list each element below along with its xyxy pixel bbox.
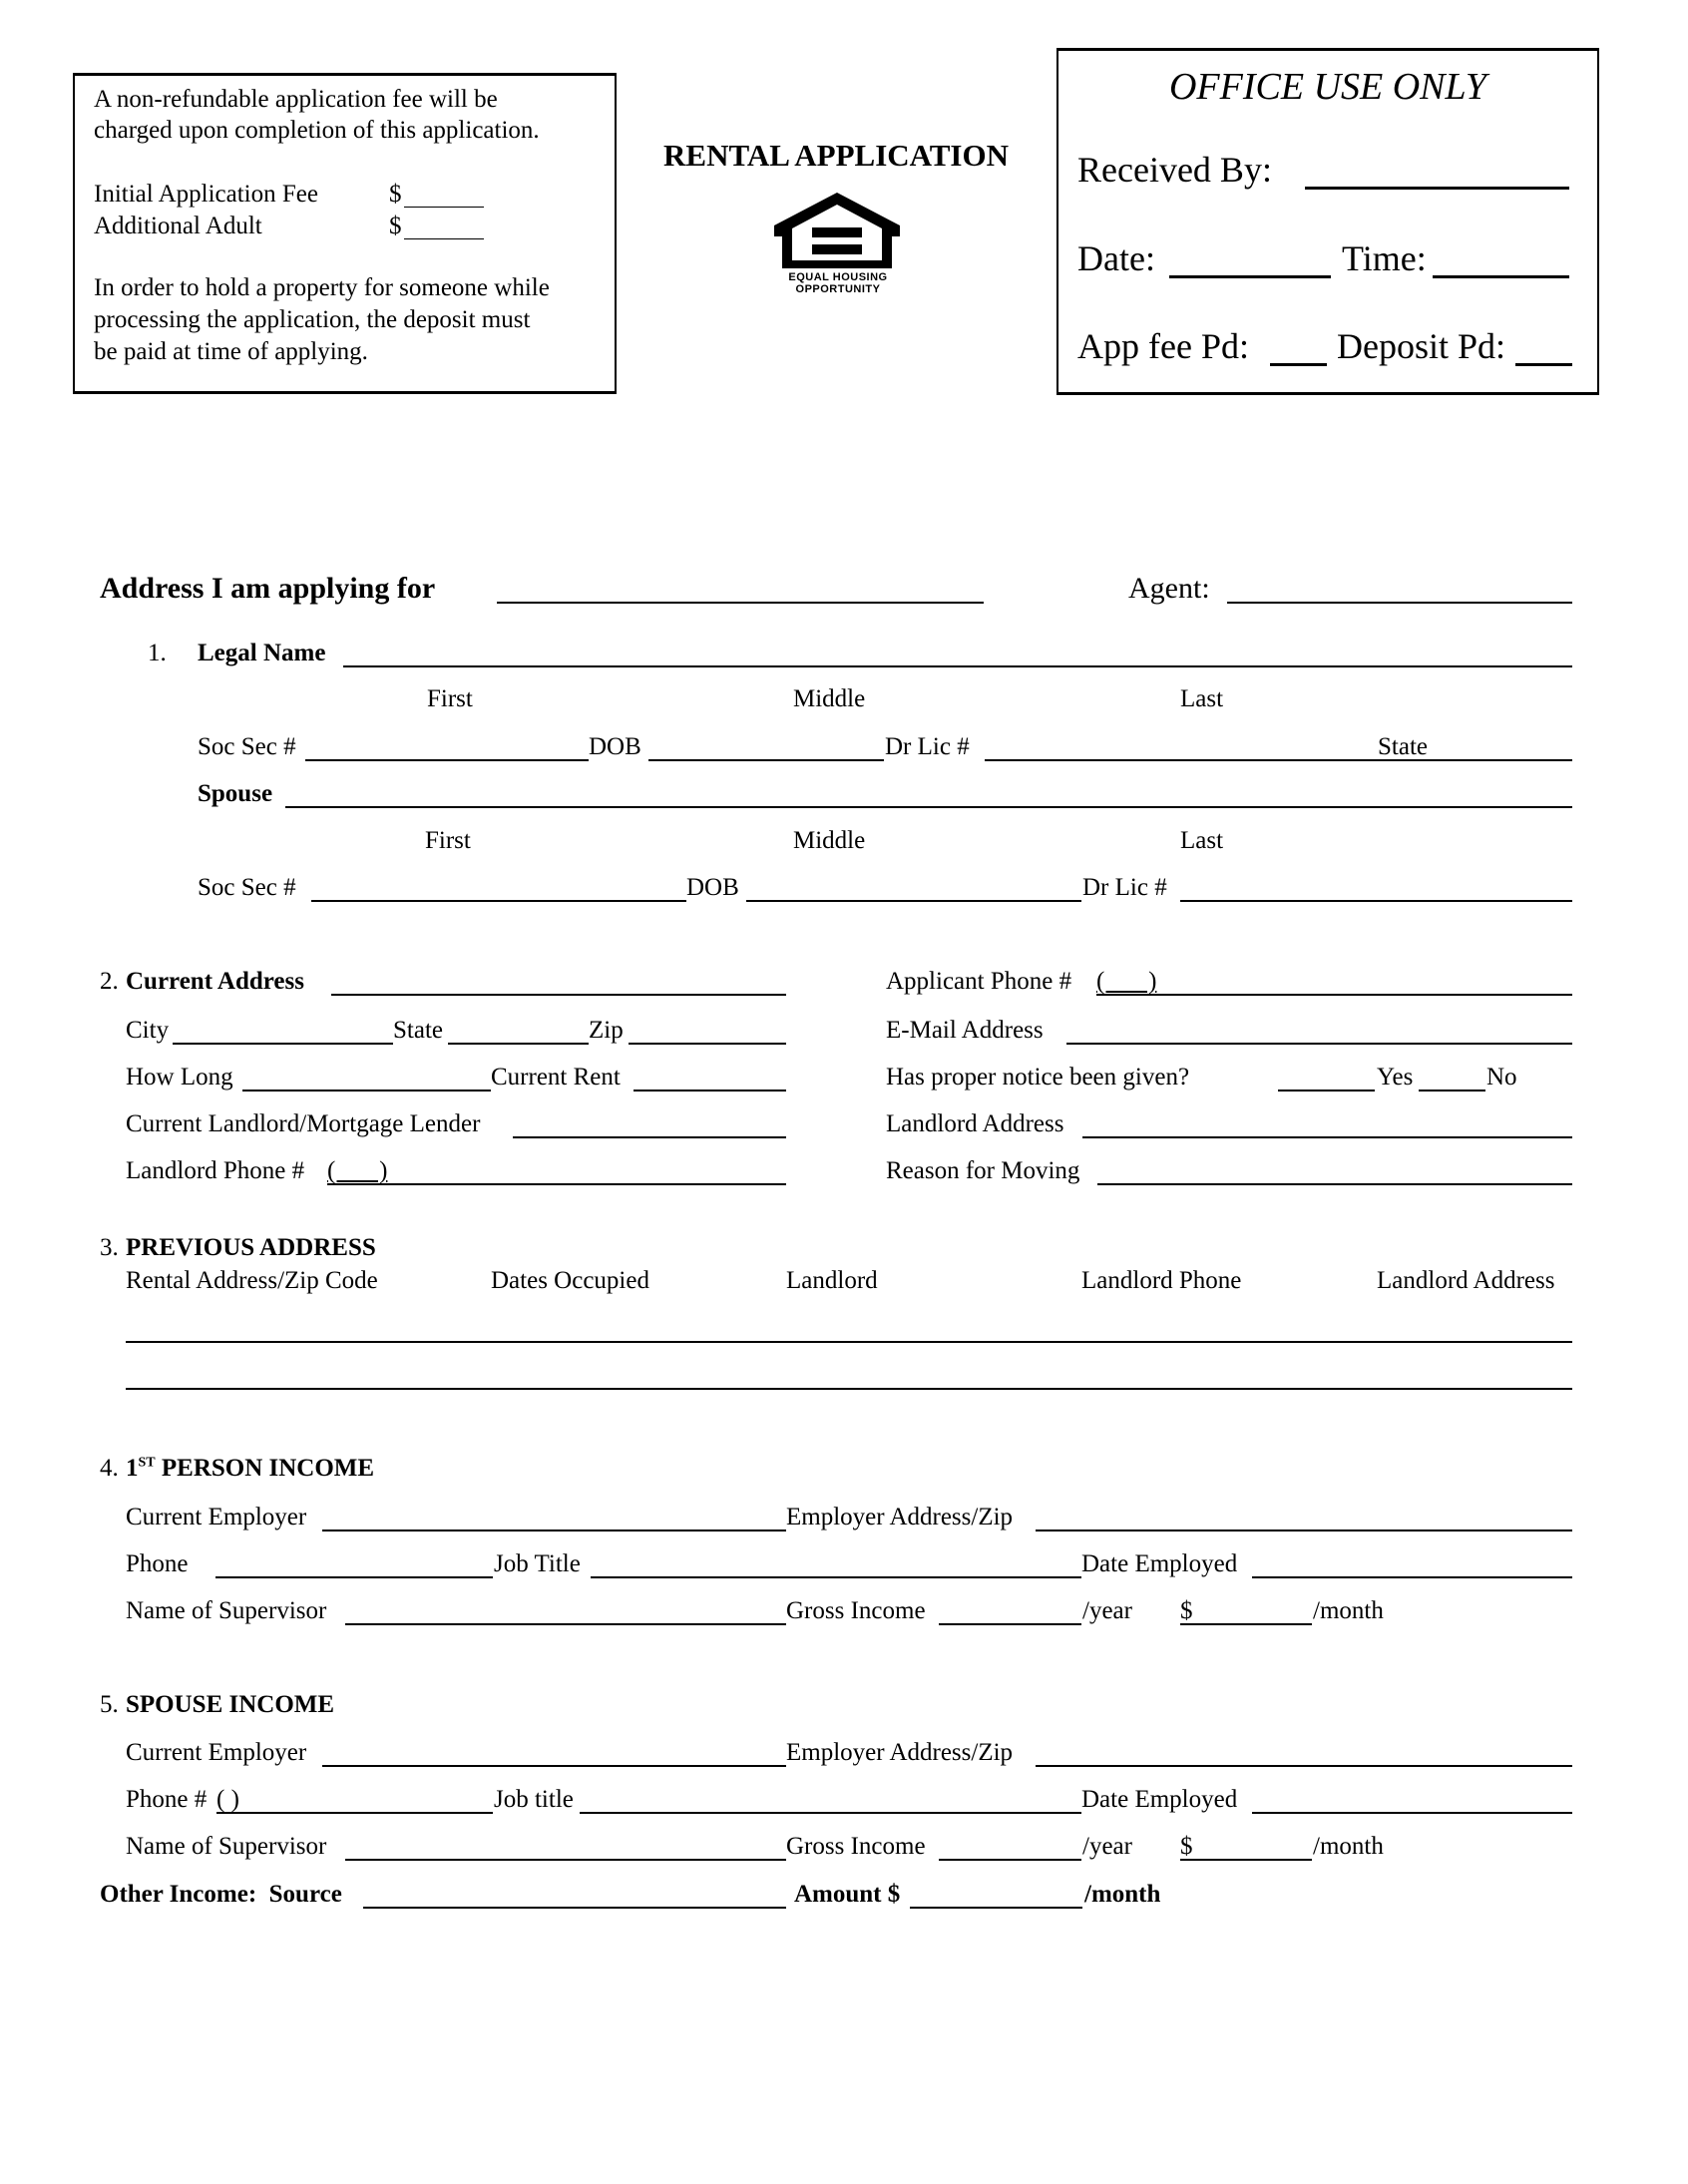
reason-moving-label: Reason for Moving <box>886 1157 1080 1184</box>
current-employer-label: Current Employer <box>126 1504 307 1530</box>
spouse-date-employed-label: Date Employed <box>1081 1786 1238 1813</box>
current-employer-field[interactable] <box>322 1529 786 1531</box>
currency-symbol: $ <box>389 213 402 239</box>
landlord-address-label: Landlord Address <box>886 1110 1064 1137</box>
initial-fee-field[interactable] <box>404 207 484 208</box>
per-year-label: /year <box>1082 1597 1132 1624</box>
spouse-soc-sec-field[interactable] <box>311 900 686 902</box>
time-label: Time: <box>1342 238 1427 278</box>
spouse-job-title-field[interactable] <box>580 1812 1081 1814</box>
spouse-label: Spouse <box>198 780 273 807</box>
dollar-sign: $ <box>1180 1833 1193 1860</box>
soc-sec-field[interactable] <box>305 759 589 761</box>
zip-field[interactable] <box>629 1043 786 1045</box>
deposit-paid-label: Deposit Pd: <box>1337 326 1506 366</box>
equal-housing-logo-icon <box>772 191 903 270</box>
date-employed-label: Date Employed <box>1081 1550 1238 1577</box>
city-field[interactable] <box>173 1043 393 1045</box>
time-field[interactable] <box>1433 275 1569 278</box>
per-year-label: /year <box>1082 1833 1132 1860</box>
hold-text: In order to hold a property for someone while <box>94 274 550 301</box>
middle-caption: Middle <box>793 827 866 854</box>
currency-symbol: $ <box>389 181 402 208</box>
state-label: State <box>393 1017 443 1044</box>
previous-address-line[interactable] <box>126 1388 1572 1390</box>
column-header: Dates Occupied <box>491 1267 649 1294</box>
spouse-phone-label: Phone # <box>126 1786 208 1813</box>
landlord-phone-area-code[interactable]: ( ) <box>327 1157 388 1184</box>
job-title-label: Job Title <box>494 1550 581 1577</box>
spouse-soc-sec-label: Soc Sec # <box>198 874 296 901</box>
address-applying-label: Address I am applying for <box>100 572 436 605</box>
reason-moving-field[interactable] <box>1097 1183 1572 1185</box>
no-label: No <box>1486 1064 1517 1091</box>
date-label: Date: <box>1077 238 1155 278</box>
spouse-employer-field[interactable] <box>322 1765 786 1767</box>
applicant-phone-area-code[interactable]: ( ) <box>1096 968 1157 995</box>
previous-address-line[interactable] <box>126 1341 1572 1343</box>
applicant-phone-field[interactable] <box>1096 994 1572 996</box>
state-field[interactable] <box>448 1043 589 1045</box>
per-month-label: /month <box>1313 1597 1384 1624</box>
landlord-lender-field[interactable] <box>513 1136 786 1138</box>
current-address-field[interactable] <box>331 994 786 996</box>
current-rent-field[interactable] <box>633 1090 786 1092</box>
deposit-paid-field[interactable] <box>1515 363 1572 366</box>
spouse-gross-income-label: Gross Income <box>786 1833 926 1860</box>
dr-lic-label: Dr Lic # <box>885 733 970 760</box>
app-fee-paid-field[interactable] <box>1270 363 1327 366</box>
dob-label: DOB <box>589 733 641 760</box>
email-field[interactable] <box>1066 1043 1572 1045</box>
office-use-title: OFFICE USE ONLY <box>1168 66 1487 108</box>
landlord-lender-label: Current Landlord/Mortgage Lender <box>126 1110 481 1137</box>
per-month-label: /month <box>1313 1833 1384 1860</box>
spouse-phone-area-code[interactable]: ( ) <box>216 1786 239 1813</box>
legal-name-label: Legal Name <box>198 640 326 666</box>
how-long-field[interactable] <box>242 1090 491 1092</box>
supervisor-field[interactable] <box>345 1623 786 1625</box>
section-number: 1. <box>148 640 167 666</box>
spouse-dob-label: DOB <box>686 874 739 901</box>
spouse-dr-lic-label: Dr Lic # <box>1082 874 1167 901</box>
email-label: E-Mail Address <box>886 1017 1044 1044</box>
applicant-phone-label: Applicant Phone # <box>886 968 1072 995</box>
person-income-title <box>126 1454 374 1484</box>
spouse-phone-field[interactable] <box>216 1812 493 1814</box>
section-number: 3. <box>100 1234 119 1261</box>
additional-adult-label: Additional Adult <box>94 213 262 239</box>
city-label: City <box>126 1017 170 1044</box>
notice-yes-field[interactable] <box>1278 1090 1375 1092</box>
spouse-dob-field[interactable] <box>746 900 1081 902</box>
title-text: PERSON INCOME <box>161 1455 375 1482</box>
spouse-gross-income-month-field[interactable] <box>1180 1859 1312 1861</box>
logo-text: EQUAL HOUSING OPPORTUNITY <box>788 271 888 295</box>
dob-field[interactable] <box>648 759 884 761</box>
address-applying-field[interactable] <box>497 602 984 604</box>
landlord-phone-field[interactable] <box>327 1183 786 1185</box>
phone-label: Phone <box>126 1550 189 1577</box>
column-header: Landlord Address <box>1377 1267 1555 1294</box>
agent-label: Agent: <box>1128 572 1210 605</box>
phone-field[interactable] <box>215 1576 493 1578</box>
first-caption: First <box>427 685 473 712</box>
other-income-source-field[interactable] <box>363 1907 786 1909</box>
hold-text: be paid at time of applying. <box>94 338 368 365</box>
other-income-amount-field[interactable] <box>910 1907 1082 1909</box>
spouse-name-field[interactable] <box>285 806 1572 808</box>
spouse-dr-lic-field[interactable] <box>1180 900 1572 902</box>
employer-address-label: Employer Address/Zip <box>786 1504 1014 1530</box>
per-month-label: /month <box>1084 1881 1161 1908</box>
section-number: 5. <box>100 1691 119 1718</box>
how-long-label: How Long <box>126 1064 233 1091</box>
date-employed-field[interactable] <box>1252 1576 1572 1578</box>
spouse-supervisor-label: Name of Supervisor <box>126 1833 327 1860</box>
last-caption: Last <box>1180 685 1224 712</box>
column-header: Rental Address/Zip Code <box>126 1267 378 1294</box>
spouse-employer-address-field[interactable] <box>1036 1765 1572 1767</box>
section-number: 2. <box>100 968 119 995</box>
supervisor-label: Name of Supervisor <box>126 1597 327 1624</box>
other-income-source-label: Other Income: Source <box>100 1881 342 1908</box>
spouse-employer-label: Current Employer <box>126 1739 307 1766</box>
last-caption: Last <box>1180 827 1224 854</box>
zip-label: Zip <box>589 1017 624 1044</box>
title-number: 1 <box>126 1455 139 1482</box>
received-by-field[interactable] <box>1305 187 1569 190</box>
middle-caption: Middle <box>793 685 866 712</box>
previous-address-title: PREVIOUS ADDRESS <box>126 1234 376 1261</box>
job-title-field[interactable] <box>591 1576 1081 1578</box>
employer-address-field[interactable] <box>1036 1529 1572 1531</box>
received-by-label: Received By: <box>1077 150 1272 190</box>
page-title: RENTAL APPLICATION <box>663 138 1009 173</box>
gross-income-month-field[interactable] <box>1180 1623 1312 1625</box>
legal-name-field[interactable] <box>343 665 1572 667</box>
notice-no-field[interactable] <box>1419 1090 1485 1092</box>
landlord-phone-label: Landlord Phone # <box>126 1157 305 1184</box>
current-rent-label: Current Rent <box>491 1064 621 1091</box>
gross-income-year-field[interactable] <box>939 1623 1081 1625</box>
initial-fee-label: Initial Application Fee <box>94 181 318 208</box>
yes-label: Yes <box>1377 1064 1414 1091</box>
spouse-job-title-label: Job title <box>494 1786 574 1813</box>
fee-text: A non-refundable application fee will be <box>94 86 498 113</box>
landlord-address-field[interactable] <box>1082 1136 1572 1138</box>
state-label: State <box>1378 733 1428 760</box>
title-superscript: ST <box>138 1455 156 1471</box>
column-header: Landlord <box>786 1267 878 1294</box>
spouse-date-employed-field[interactable] <box>1252 1812 1572 1814</box>
dr-lic-field[interactable] <box>985 759 1572 761</box>
soc-sec-label: Soc Sec # <box>198 733 296 760</box>
fee-text: charged upon completion of this application. <box>94 117 540 144</box>
agent-field[interactable] <box>1227 602 1572 604</box>
additional-adult-field[interactable] <box>404 238 484 239</box>
first-caption: First <box>425 827 471 854</box>
dollar-sign: $ <box>1180 1597 1193 1624</box>
spouse-income-title: SPOUSE INCOME <box>126 1691 335 1718</box>
spouse-gross-income-year-field[interactable] <box>939 1859 1081 1861</box>
spouse-supervisor-field[interactable] <box>345 1859 786 1861</box>
gross-income-label: Gross Income <box>786 1597 926 1624</box>
section-number: 4. <box>100 1455 119 1482</box>
notice-label: Has proper notice been given? <box>886 1064 1190 1091</box>
date-field[interactable] <box>1169 275 1331 278</box>
hold-text: processing the application, the deposit must <box>94 306 531 333</box>
column-header: Landlord Phone <box>1081 1267 1242 1294</box>
app-fee-paid-label: App fee Pd: <box>1077 326 1249 366</box>
other-income-amount-label: Amount $ <box>794 1881 901 1908</box>
current-address-label: Current Address <box>126 968 304 995</box>
spouse-employer-address-label: Employer Address/Zip <box>786 1739 1014 1766</box>
